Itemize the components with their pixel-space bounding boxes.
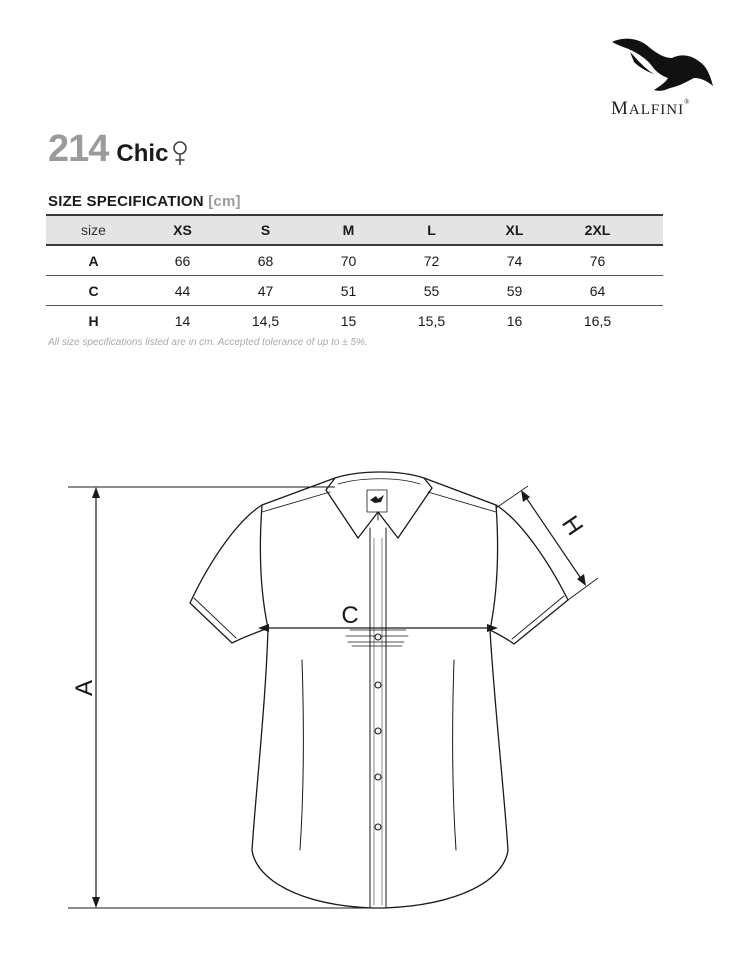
table-cell: 68 [224,245,307,276]
row-label: C [46,276,141,306]
tolerance-note: All size specifications listed are in cm. Accepted tolerance of up to ± 5%. [48,337,368,348]
table-cell: 16,5 [583,312,612,329]
table-cell: 59 [473,276,556,306]
button-icon [375,682,381,688]
size-spec-heading: SIZE SPECIFICATION [cm] [48,193,241,210]
size-l: L [390,215,473,245]
label-a: A [71,679,98,697]
table-cell: 70 [307,245,390,276]
button-placket [370,528,386,908]
logo-wordmark: MALFINI® [611,98,691,119]
table-cell: 76 [556,245,639,276]
button-icon [375,824,381,830]
table-cell: 16 [506,312,523,329]
button-icon [375,774,381,780]
product-number: 214 [48,128,109,170]
table-cell: 15,5 [417,312,446,329]
left-sleeve [190,505,268,643]
table-cell: 64 [556,276,639,306]
shirt-body-outline [252,478,508,908]
label-h: H [556,511,589,541]
button-icon [375,728,381,734]
row-label: H [88,312,99,329]
table-cell: 44 [141,276,224,306]
table-cell: 72 [390,245,473,276]
size-header: size [46,215,141,245]
table-cell: 74 [473,245,556,276]
dimension-h-line [523,493,584,583]
size-xs: XS [141,215,224,245]
size-2xl: 2XL [556,215,639,245]
label-c: C [341,602,359,629]
table-cell: 66 [141,245,224,276]
size-m: M [307,215,390,245]
table-cell: 15 [340,312,357,329]
table-cell: 47 [224,276,307,306]
button-icon [375,634,381,640]
table-cell: 51 [307,276,390,306]
row-label: A [46,245,141,276]
collar [326,472,432,538]
product-name: Chic [116,140,169,167]
table-cell: 55 [390,276,473,306]
size-xl: XL [473,215,556,245]
table-cell: 14,5 [251,312,280,329]
table-cell: 14 [174,312,191,329]
size-s: S [224,215,307,245]
